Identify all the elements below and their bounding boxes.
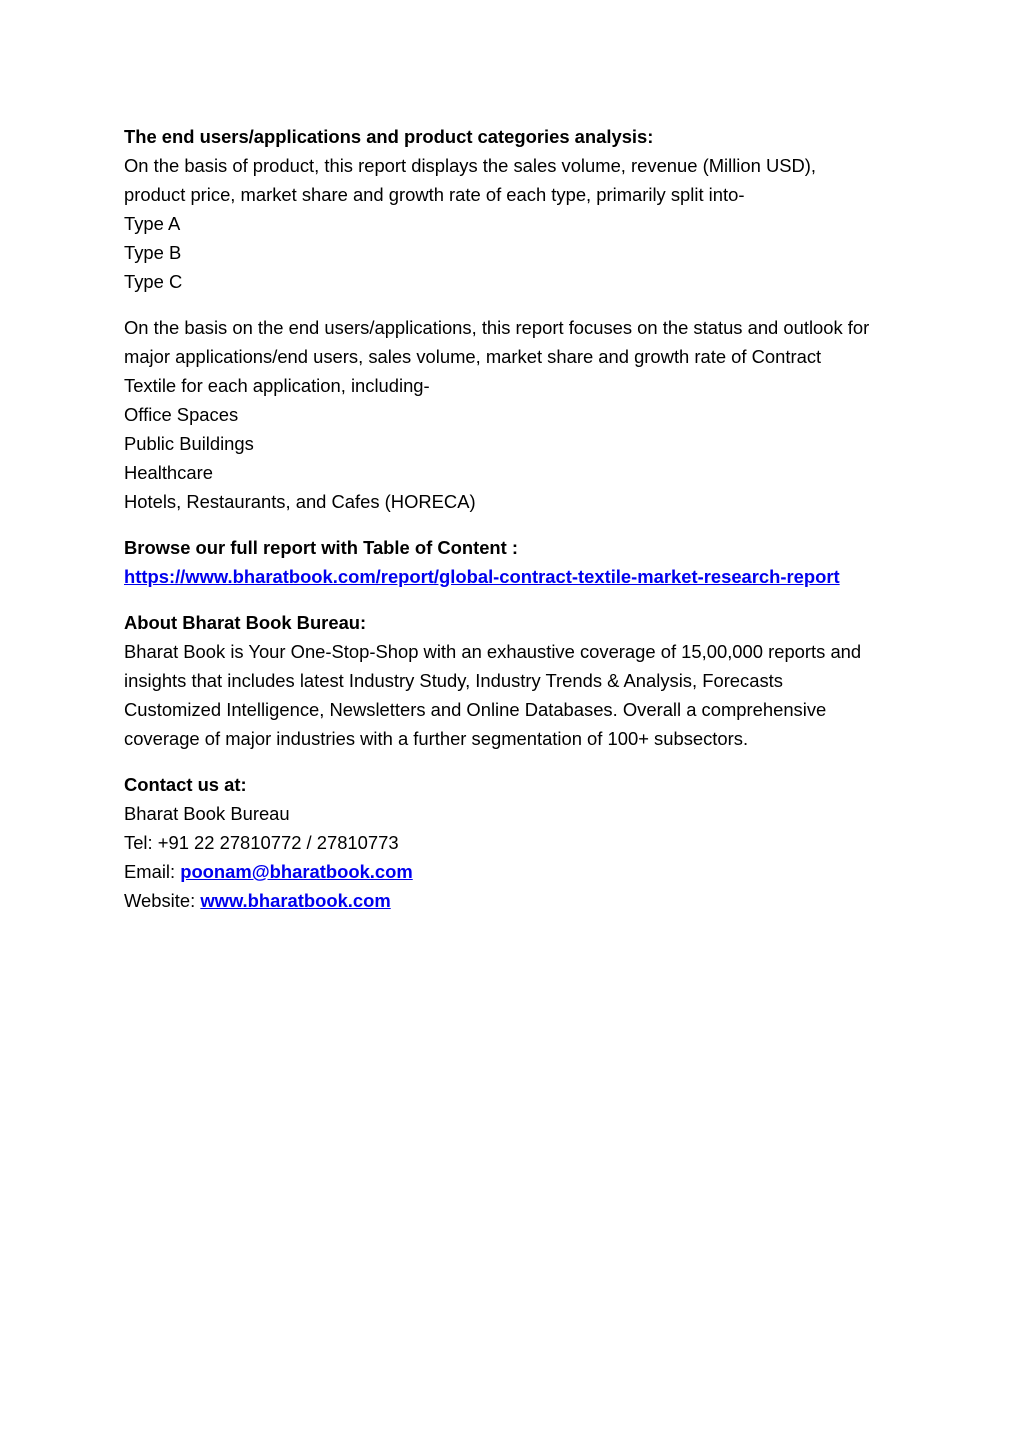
paragraph-line: Customized Intelligence, Newsletters and Online Databases. Overall a comprehensive: [124, 699, 827, 720]
email-label: Email:: [124, 861, 181, 882]
product-analysis-heading: The end users/applications and product categories analysis:: [124, 126, 654, 147]
contact-website-row: [124, 886, 914, 915]
document-body: [124, 122, 914, 915]
website-label: Website:: [124, 890, 201, 911]
contact-section: [124, 770, 914, 915]
paragraph-line: On the basis on the end users/applications, this report focuses on the status and outlook for: [124, 317, 870, 338]
application-item: Hotels, Restaurants, and Cafes (HORECA): [124, 491, 476, 512]
paragraph-line: coverage of major industries with a further segmentation of 100+ subsectors.: [124, 728, 749, 749]
contact-email-row: [124, 857, 914, 886]
browse-report-section: [124, 533, 914, 591]
product-analysis-section: [124, 122, 914, 296]
paragraph-line: On the basis of product, this report displays the sales volume, revenue (Million USD),: [124, 155, 817, 176]
paragraph-line: major applications/end users, sales volume, market share and growth rate of Contract: [124, 346, 822, 367]
paragraph-line: Textile for each application, including-: [124, 375, 430, 396]
application-item: Office Spaces: [124, 404, 239, 425]
product-type-item: Type C: [124, 271, 183, 292]
application-analysis-section: [124, 313, 914, 516]
browse-report-heading: Browse our full report with Table of Content :: [124, 537, 519, 558]
product-type-item: Type A: [124, 213, 181, 234]
paragraph-line: insights that includes latest Industry Study, Industry Trends & Analysis, Forecasts: [124, 670, 783, 691]
product-type-item: Type B: [124, 242, 182, 263]
contact-company: Bharat Book Bureau: [124, 803, 290, 824]
application-item: Public Buildings: [124, 433, 254, 454]
about-section: [124, 608, 914, 753]
about-heading: About Bharat Book Bureau:: [124, 612, 367, 633]
paragraph-line: Bharat Book is Your One-Stop-Shop with an exhaustive coverage of 15,00,000 reports and: [124, 641, 862, 662]
website-link[interactable]: www.bharatbook.com: [200, 890, 391, 911]
application-item: Healthcare: [124, 462, 213, 483]
report-link[interactable]: https://www.bharatbook.com/report/global-contract-textile-market-research-report: [124, 566, 840, 587]
contact-heading: Contact us at:: [124, 774, 247, 795]
contact-tel: Tel: +91 22 27810772 / 27810773: [124, 832, 399, 853]
paragraph-line: product price, market share and growth rate of each type, primarily split into-: [124, 184, 745, 205]
email-link[interactable]: poonam@bharatbook.com: [180, 861, 413, 882]
